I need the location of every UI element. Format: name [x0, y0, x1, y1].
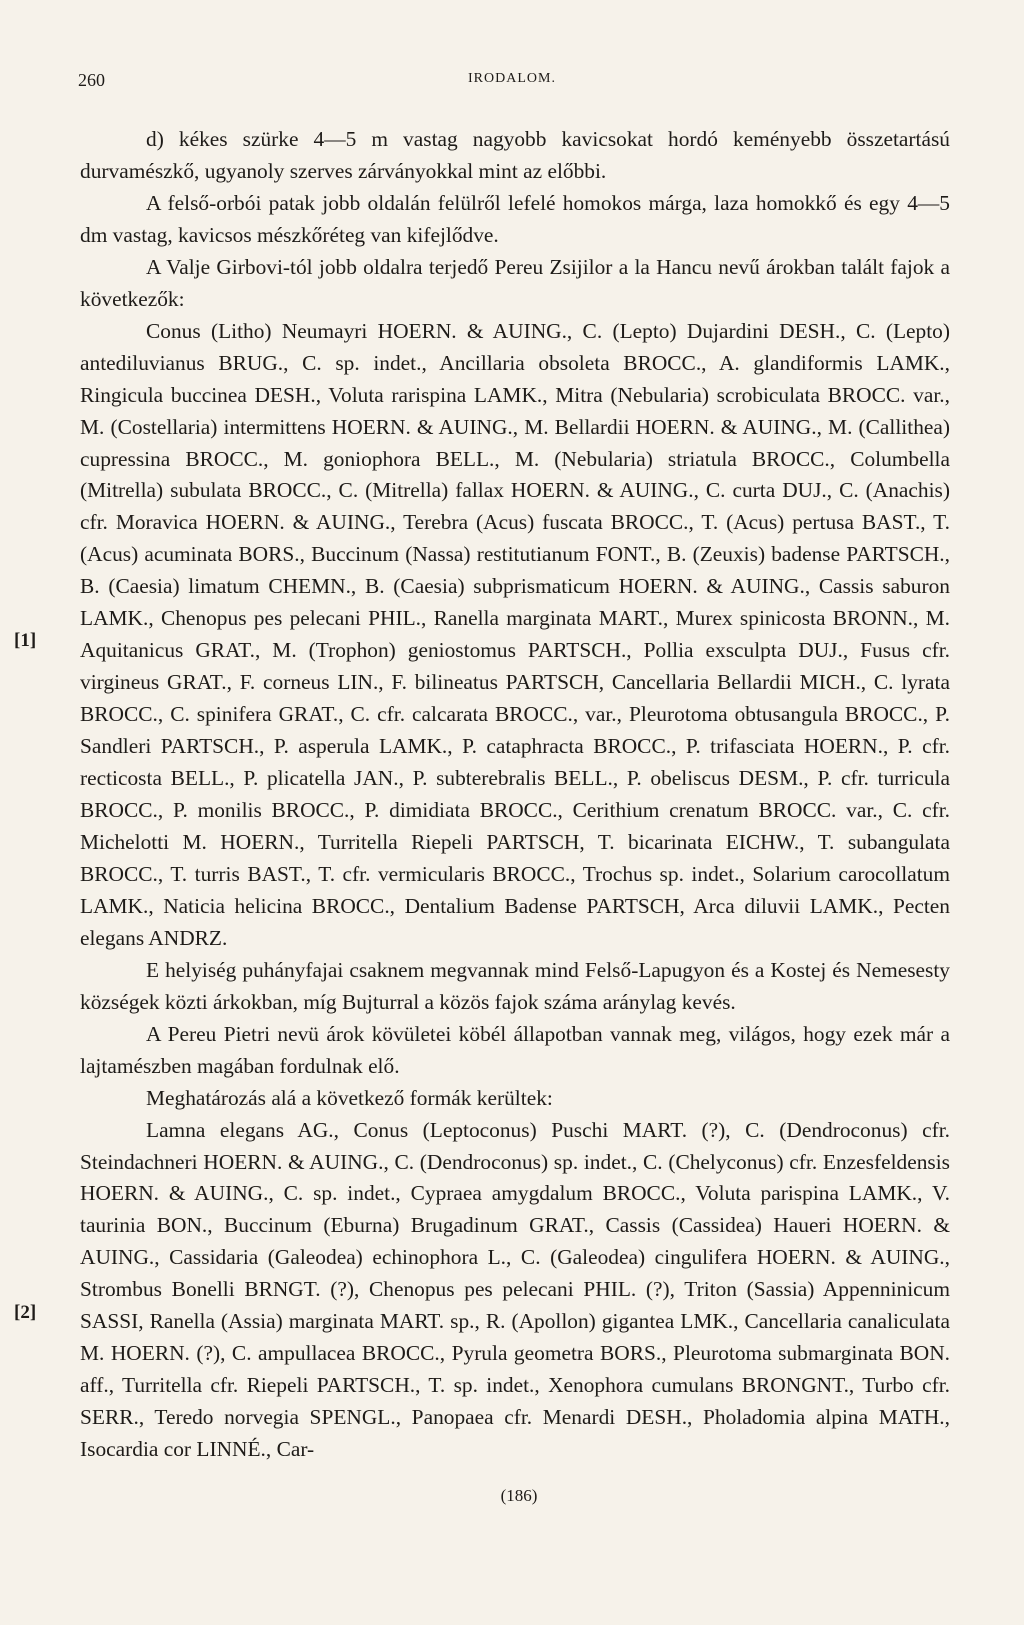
species-list: Conus (Litho) Neumayri HOERN. & AUING., C. (Lepto) Dujardini DESH., C. (Lepto) antediluvianus BRUG., C. sp. indet., Ancillaria obsoleta BROCC., A. glandiformis LAMK., Ringicula buccinea DESH., Voluta rarispina LAMK., Mitra (Nebularia) scrobiculata BROCC. var., M. (Costellaria) intermittens HOERN. & AUING., M. Bellardii HOERN. & AUING., M. (Callithea) cupressina BROCC., M. goniophora BELL., M. (Nebularia) striatula BROCC., Columbella (Mitrella) subulata BROCC., C. (Mitrella) fallax HOERN. & AUING., C. curta DUJ., C. (Anachis) cfr. Moravica HOERN. & AUING., Terebra (Acus) fuscata BROCC., T. (Acus) pertusa BAST., T. (Acus) acuminata BORS., Buccinum (Nassa) restitutianum FONT., B. (Zeuxis) badense PARTSCH., B. (Caesia) limatum CHEMN., B. (Caesia) subprismaticum HOERN. & AUING., Cassis saburon LAMK., Chenopus pes pelecani PHIL., Ranella marginata MART., Murex spinicosta BRONN., M. Aquitanicus GRAT., M. (Trophon) geniostomus PARTSCH., Pollia exsculpta DUJ., Fusus cfr. virgineus GRAT., F. corneus LIN., F. bilineatus PARTSCH, Cancellaria Bellardii MICH., C. lyrata BROCC., C. spinifera GRAT., C. cfr. calcarata BROCC., var., Pleurotoma obtusangula BROCC., P. Sandleri PARTSCH., P. asperula LAMK., P. cataphracta BROCC., P. trifasciata HOERN., P. cfr. recticosta BELL., P. plicatella JAN., P. subterebralis BELL., P. obeliscus DESM., P. cfr. turricula BROCC., P. monilis BROCC., P. dimidiata BROCC., Cerithium crenatum BROCC. var., C. cfr. Michelotti M. HOERN., Turritella Riepeli PARTSCH, T. bicarinata EICHW., T. subangulata BROCC., T. turris BAST., T. cfr. vermicularis BROCC., Trochus sp. indet., Solarium carocollatum LAMK., Naticia helicina BROCC., Dentalium Badense PARTSCH, Arca diluvii LAMK., Pecten elegans ANDRZ. [80, 318, 950, 950]
body-text [80, 124, 950, 1466]
paragraph: d) kékes szürke 4—5 m vastag nagyobb kavicsokat hordó keményebb összetartású durvamészkő, ugyanoly szerves zárványokkal mint az előbbi. [80, 127, 950, 183]
footnote-marker: [1] [14, 630, 37, 651]
running-head: IRODALOM. [468, 71, 556, 86]
paragraph: Meghatározás alá a következő formák kerültek: [146, 1085, 553, 1110]
paragraph: A Pereu Pietri nevü árok kövületei köbél állapotban vannak meg, világos, hogy ezek már a lajtamészben magában fordulnak elő. [80, 1021, 950, 1078]
footnote-marker: [2] [14, 1302, 37, 1323]
page-header [78, 70, 946, 94]
folio: (186) [500, 1486, 538, 1505]
page-number: 260 [78, 70, 105, 90]
species-list: Lamna elegans AG., Conus (Leptoconus) Puschi MART. (?), C. (Dendroconus) cfr. Steindachneri HOERN. & AUING., C. (Dendroconus) sp. indet., C. (Chelyconus) cfr. Enzesfeldensis HOERN. & AUING., C. sp. indet., Cypraea amygdalum BROCC., Voluta parispina LAMK., V. taurinia BON., Buccinum (Eburna) Brugadinum GRAT., Cassis (Cassidea) Haueri HOERN. & AUING., Cassidaria (Galeodea) echinophora L., C. (Galeodea) cingulifera HOERN. & AUING., Strombus Bonelli BRNGT. (?), Chenopus pes pelecani PHIL. (?), Triton (Sassia) Appenninicum SASSI, Ranella (Assia) marginata MART. sp., R. (Apollon) gigantea LMK., Cancellaria canaliculata M. HOERN. (?), C. ampullacea BROCC., Pyrula geometra BORS., Pleurotoma submarginata BON. aff., Turritella cfr. Riepeli PARTSCH., T. sp. indet., Xenophora cumulans BRONGNT., Turbo cfr. SERR., Teredo norvegia SPENGL., Panopaea cfr. Menardi DESH., Pholadomia alpina MATH., Isocardia cor LINNÉ., Car- [80, 1117, 950, 1462]
paragraph: A felső-orbói patak jobb oldalán felülről lefelé homokos márga, laza homokkő és egy 4—5 dm vastag, kavicsos mészkőréteg van kifejlődve. [80, 190, 950, 247]
paragraph: A Valje Girbovi-tól jobb oldalra terjedő Pereu Zsijilor a la Hancu nevű árokban talált fajok a következők: [80, 254, 950, 311]
paragraph: E helyiség puhányfajai csaknem megvannak mind Felső-Lapugyon és a Kostej és Nemesesty községek közti árkokban, míg Bujturral a közös fajok száma aránylag kevés. [80, 957, 950, 1014]
